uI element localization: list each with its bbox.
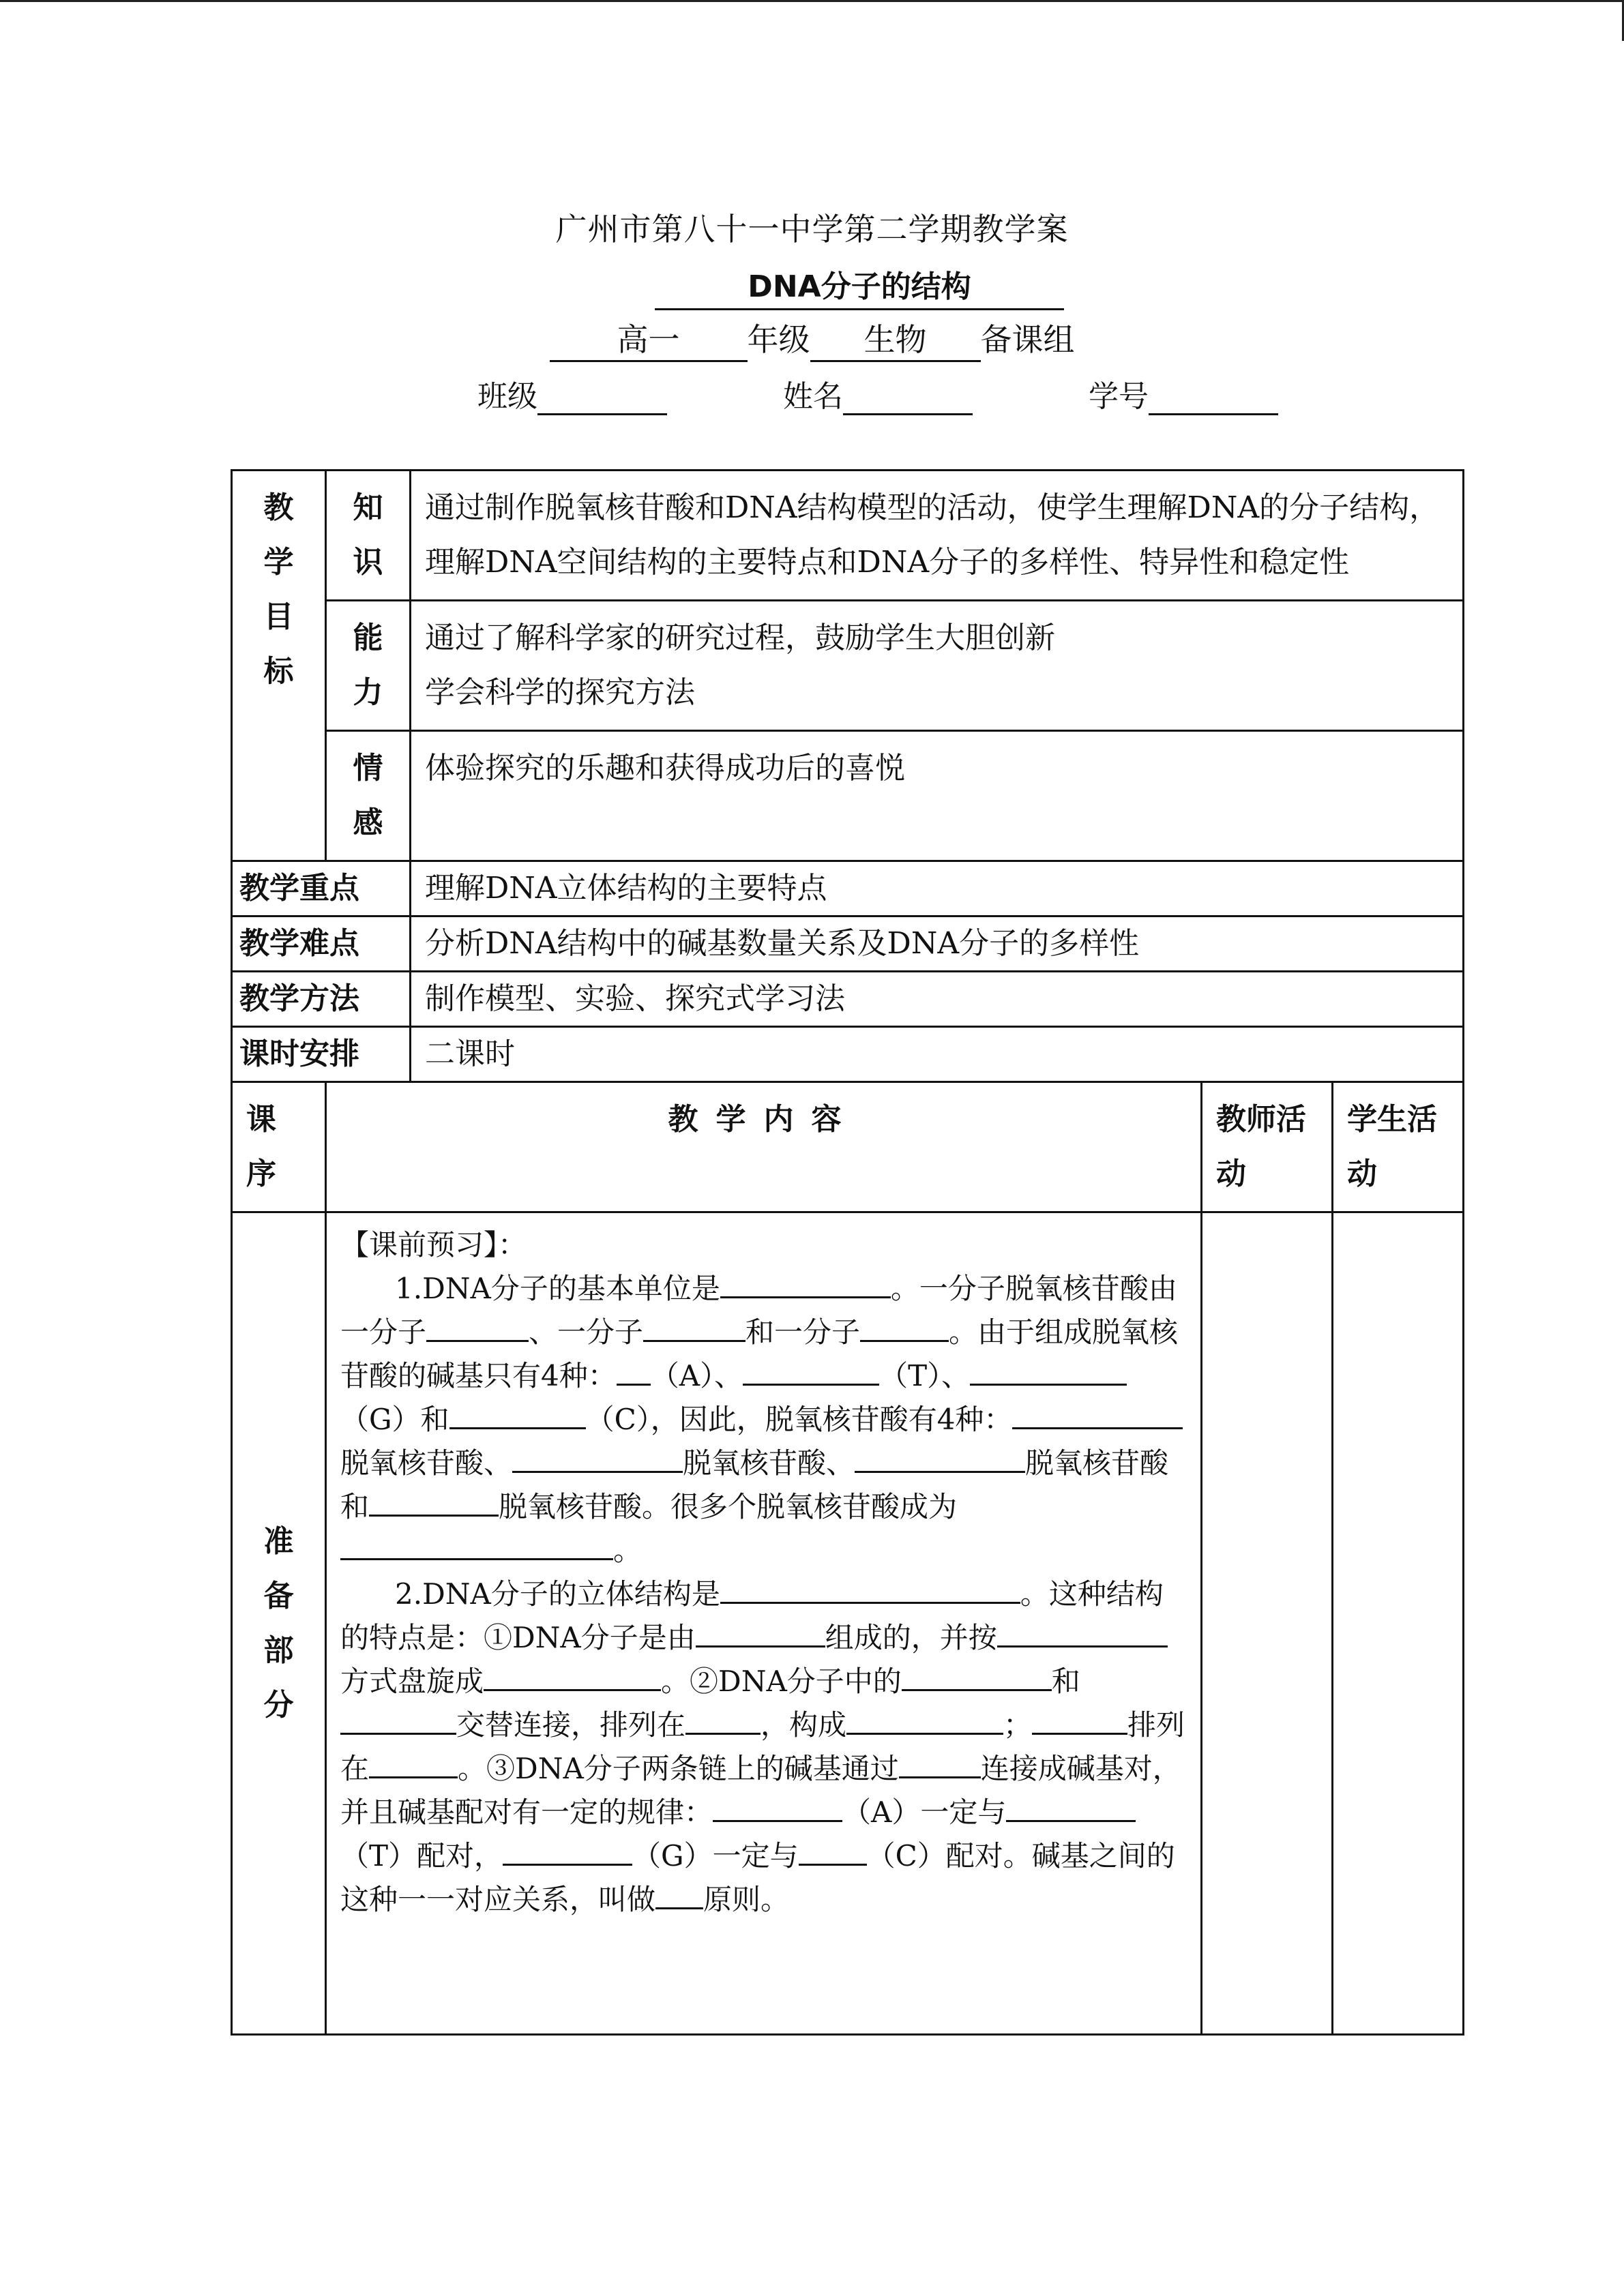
blank-nucleotide-1[interactable]	[1012, 1397, 1183, 1429]
grade-value: 高一	[550, 315, 748, 362]
col-order-text: 课序	[246, 1102, 276, 1191]
blank-outside[interactable]	[685, 1703, 761, 1735]
col-student-header: 学生活动	[1333, 1082, 1464, 1212]
col-order-header	[232, 1082, 326, 1212]
emotion-label-cell	[326, 731, 411, 861]
prep-content	[326, 1212, 1202, 2035]
name-label: 姓名	[783, 379, 843, 414]
blank-nucleotide-4[interactable]	[369, 1485, 499, 1517]
blank-pair-c[interactable]	[799, 1834, 867, 1866]
blank-nucleotide-3[interactable]	[855, 1441, 1025, 1473]
blank-bond[interactable]	[899, 1746, 981, 1778]
objectives-label-text: 教学目标	[263, 490, 294, 689]
class-label: 班级	[477, 379, 537, 414]
blank-backbone-2[interactable]	[340, 1703, 456, 1735]
col-content-header: 教学内容	[326, 1082, 1202, 1212]
objective-emotion-row	[232, 731, 1464, 861]
id-label: 学号	[1089, 379, 1149, 414]
ability-text-cell	[411, 601, 1464, 731]
objective-knowledge-row	[232, 471, 1464, 601]
emotion-label: 情感	[353, 751, 383, 840]
objectives-label	[232, 471, 326, 861]
difficulty-text: 分析DNA结构中的碱基数量关系及DNA分子的多样性	[411, 916, 1464, 972]
ability-line-1: 通过了解科学家的研究过程，鼓励学生大胆创新	[425, 621, 1055, 655]
column-header-row	[232, 1082, 1464, 1212]
subject-value: 生物	[810, 315, 981, 362]
blank-pair-t[interactable]	[1006, 1790, 1136, 1822]
method-text: 制作模型、实验、探究式学习法	[411, 972, 1464, 1027]
subject-suffix: 备课组	[980, 321, 1075, 358]
prep-heading: 【课前预习】：	[340, 1228, 527, 1262]
blank-pair-g[interactable]	[503, 1834, 632, 1866]
blank-base-t[interactable]	[743, 1354, 879, 1386]
blank-chain-count[interactable]	[696, 1615, 825, 1648]
col-teacher-header: 教师活动	[1202, 1082, 1333, 1212]
name-field[interactable]	[843, 382, 973, 415]
method-row	[232, 972, 1464, 1027]
blank-base-a[interactable]	[617, 1354, 651, 1386]
key-point-label: 教学重点	[232, 861, 411, 916]
blank-helix[interactable]	[484, 1659, 661, 1691]
objective-ability-row	[232, 601, 1464, 731]
grade-line	[0, 315, 1624, 362]
blank-orientation[interactable]	[997, 1615, 1168, 1648]
ability-label-cell	[326, 601, 411, 731]
blank-component-1[interactable]	[426, 1310, 529, 1342]
blank-3d-structure[interactable]	[720, 1572, 1020, 1604]
question-1: 1.DNA分子的基本单位是 。一分子脱氧核苷酸由一分子 、一分子 和一分子 。由于组成脱氧核苷酸的碱基只有4种： （A）、 （T）、（G）和 （C），因此，脱氧核苷酸有4种：脱氧核苷酸、 脱氧核苷酸、 脱氧核苷酸和 脱氧核苷酸。很多个脱氧核苷酸成为。	[340, 1266, 1187, 1572]
method-label: 教学方法	[232, 972, 411, 1027]
lesson-title: DNA分子的结构	[655, 262, 1064, 310]
class-field[interactable]	[537, 382, 667, 415]
difficulty-row	[232, 916, 1464, 972]
question-2: 2.DNA分子的立体结构是 。这种结构的特点是：①DNA分子是由 组成的，并按方式盘旋成 。②DNA分子中的 和交替连接，排列在 ，构成 ； 排列在 。③DNA分子两条链上的碱基通过 连接成碱基对，并且碱基配对有一定的规律： （A）一定与（T）配对， （G）一定与 （C）配对。碱基之间的这种一一对应关系，叫做 原则。	[340, 1572, 1187, 1921]
prep-label: 准备部分	[263, 1523, 294, 1723]
knowledge-label: 知识	[353, 490, 383, 580]
school-title: 广州市第八十一中学第二学期教学案	[555, 211, 1069, 248]
blank-principle[interactable]	[655, 1877, 703, 1909]
emotion-text: 体验探究的乐趣和获得成功后的喜悦	[411, 731, 1464, 861]
prep-student-activity[interactable]	[1333, 1212, 1464, 2035]
blank-backbone-1[interactable]	[902, 1659, 1052, 1691]
blank-inside[interactable]	[369, 1746, 458, 1778]
key-point-text: 理解DNA立体结构的主要特点	[411, 861, 1464, 916]
blank-base-c[interactable]	[449, 1397, 586, 1429]
ability-label: 能力	[353, 621, 383, 710]
blank-base-g[interactable]	[970, 1354, 1127, 1386]
top-border-line	[0, 0, 1624, 2]
ability-line-2: 学会科学的探究方法	[425, 675, 695, 710]
blank-pair-a[interactable]	[713, 1790, 842, 1822]
blank-chain[interactable]	[340, 1528, 613, 1560]
lesson-plan-table	[231, 469, 1464, 2036]
knowledge-text: 通过制作脱氧核苷酸和DNA结构模型的活动，使学生理解DNA的分子结构，理解DNA空间结构的主要特点和DNA分子的多样性、特异性和稳定性	[411, 471, 1464, 601]
blank-component-3[interactable]	[860, 1310, 949, 1342]
prep-row	[232, 1212, 1464, 2035]
blank-nucleotide-2[interactable]	[512, 1441, 683, 1473]
student-info-line	[477, 372, 1278, 415]
blank-skeleton[interactable]	[846, 1703, 1003, 1735]
grade-suffix: 年级	[747, 321, 810, 358]
blank-bases[interactable]	[1032, 1703, 1127, 1735]
prep-teacher-activity[interactable]	[1202, 1212, 1333, 2035]
id-field[interactable]	[1149, 382, 1278, 415]
schedule-text: 二课时	[411, 1027, 1464, 1082]
blank-component-2[interactable]	[643, 1310, 745, 1342]
blank-basic-unit[interactable]	[720, 1266, 891, 1298]
key-point-row	[232, 861, 1464, 916]
schedule-row	[232, 1027, 1464, 1082]
prep-label-cell	[232, 1212, 326, 2035]
knowledge-label-cell	[326, 471, 411, 601]
difficulty-label: 教学难点	[232, 916, 411, 972]
schedule-label: 课时安排	[232, 1027, 411, 1082]
